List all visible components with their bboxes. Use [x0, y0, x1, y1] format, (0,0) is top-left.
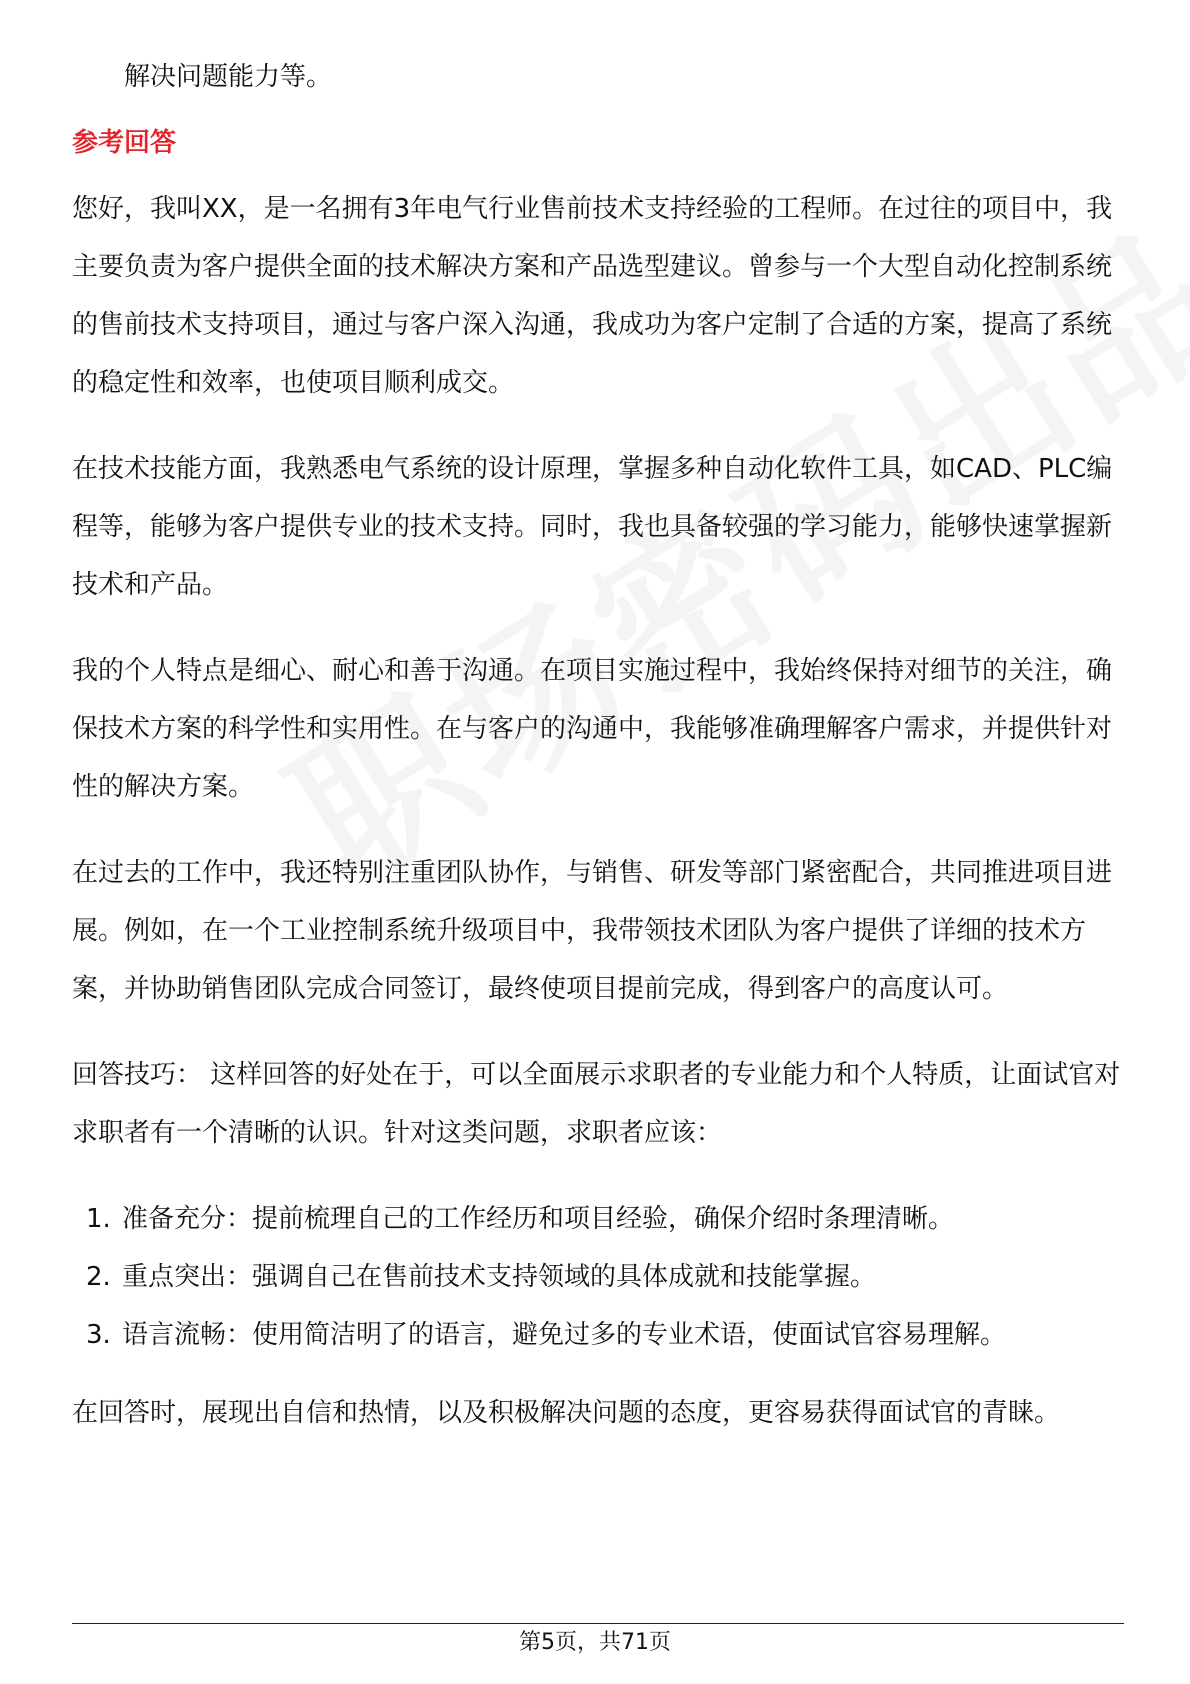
list-item-number: 2.: [86, 1262, 111, 1292]
list-item-number: 3.: [86, 1320, 111, 1350]
list-item-text: 准备充分：提前梳理自己的工作经历和项目经验，确保介绍时条理清晰。: [122, 1204, 955, 1234]
answer-paragraph-intro: 您好，我叫XX，是一名拥有3年电气行业售前技术支持经验的工程师。在过往的项目中，我主要负责为客户提供全面的技术解决方案和产品选型建议。曾参与一个大型自动化控制系统的售前技术支持项目，通过与客户深入沟通，我成功为客户定制了合适的方案，提高了系统的稳定性和效率，也使项目顺利成交。: [72, 194, 1113, 398]
answer-tips-intro: 回答技巧： 这样回答的好处在于，可以全面展示求职者的专业能力和个人特质，让面试官对求职者有一个清晰的认识。针对这类问题，求职者应该：: [72, 1060, 1121, 1148]
list-item-text: 语言流畅：使用简洁明了的语言，避免过多的专业术语，使面试官容易理解。: [122, 1320, 1007, 1350]
list-item: [72, 1306, 1128, 1364]
footer-divider: [72, 1623, 1124, 1624]
list-item-text: 重点突出：强调自己在售前技术支持领域的具体成就和技能掌握。: [122, 1262, 877, 1292]
section-heading: 参考回答: [72, 128, 177, 158]
answer-paragraph-traits: 我的个人特点是细心、耐心和善于沟通。在项目实施过程中，我始终保持对细节的关注，确保技术方案的科学性和实用性。在与客户的沟通中，我能够准确理解客户需求，并提供针对性的解决方案。: [72, 656, 1113, 802]
list-item: [72, 1190, 1128, 1248]
tips-list: [72, 1190, 1128, 1364]
page-content: [72, 48, 1128, 1470]
closing-paragraph: 在回答时，展现出自信和热情，以及积极解决问题的态度，更容易获得面试官的青睐。: [72, 1398, 1061, 1428]
answer-paragraph-teamwork: 在过去的工作中，我还特别注重团队协作，与销售、研发等部门紧密配合，共同推进项目进展。例如，在一个工业控制系统升级项目中，我带领技术团队为客户提供了详细的技术方案，并协助销售团队完成合同签订，最终使项目提前完成，得到客户的高度认可。: [72, 858, 1113, 1004]
list-item-number: 1.: [86, 1204, 111, 1234]
answer-paragraph-skills: 在技术技能方面，我熟悉电气系统的设计原理，掌握多种自动化软件工具，如CAD、PLC编程等，能够为客户提供专业的技术支持。同时，我也具备较强的学习能力，能够快速掌握新技术和产品。: [72, 454, 1113, 600]
page-number: 第5页，共71页: [519, 1630, 671, 1655]
continuation-line: 解决问题能力等。: [124, 62, 333, 92]
list-item: [72, 1248, 1128, 1306]
